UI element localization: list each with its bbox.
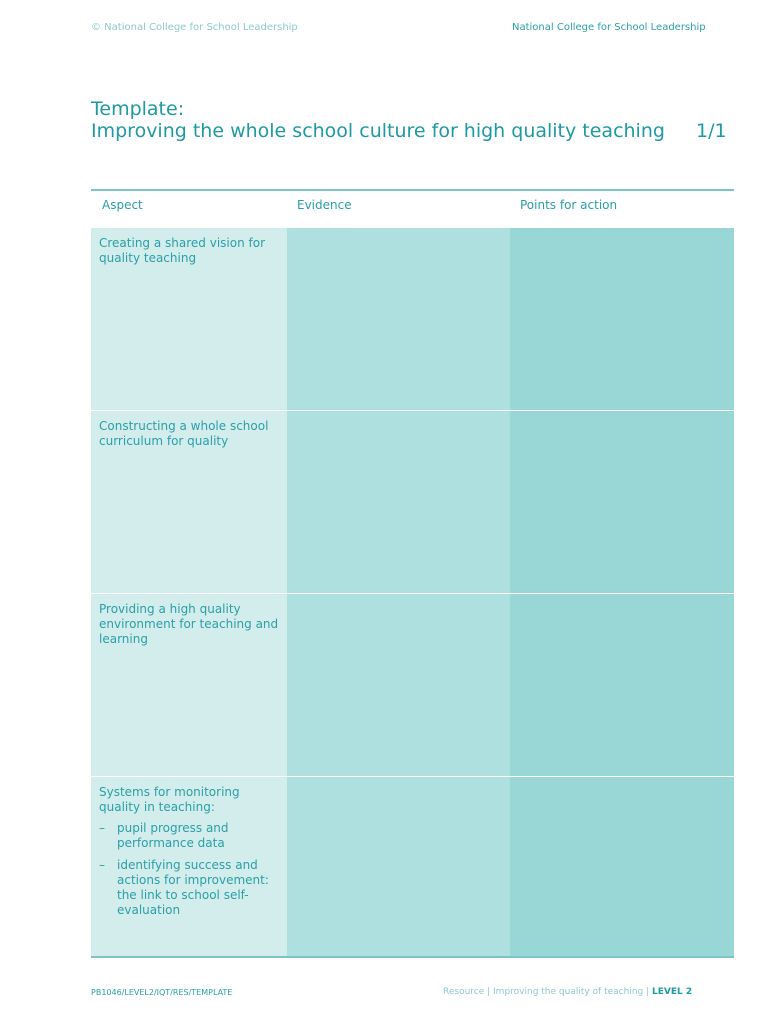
aspect-bullet-list [99,821,283,918]
aspect-bullet [99,858,283,918]
table-top-rule [91,189,734,191]
points-for-action-cell[interactable] [510,228,734,410]
document-title: Improving the whole school culture for high quality teaching [91,120,665,142]
column-header-evidence: Evidence [297,198,352,212]
aspect-label: Constructing a whole school curriculum for quality [99,419,269,448]
points-for-action-cell[interactable] [510,411,734,593]
aspect-bullet-text: pupil progress and performance data [117,821,229,850]
organisation-name: National College for School Leadership [512,22,706,33]
evidence-cell[interactable] [287,777,510,956]
dash-icon: – [99,858,105,872]
aspect-cell [91,777,287,956]
points-for-action-cell[interactable] [510,594,734,776]
column-header-points-for-action: Points for action [520,198,618,212]
copyright-notice: © National College for School Leadership [91,22,298,33]
aspect-cell [91,411,287,593]
page-number: 1/1 [696,120,727,142]
aspect-cell [91,228,287,410]
footer-resource-text: Resource | Improving the quality of teaching | [443,987,652,997]
footer-level: LEVEL 2 [652,987,693,997]
dash-icon: – [99,821,105,835]
column-header-aspect: Aspect [102,198,143,212]
document-code: PB1046/LEVEL2/IQT/RES/TEMPLATE [91,988,233,997]
aspect-cell [91,594,287,776]
aspect-label: Creating a shared vision for quality teaching [99,236,266,265]
aspect-bullet [99,821,283,851]
aspect-bullet-text: identifying success and actions for improvement: the link to school self-evaluation [117,858,269,917]
table-bottom-rule [91,956,734,958]
template-table [91,228,734,956]
evidence-cell[interactable] [287,228,510,410]
document-title-prefix: Template: [91,98,185,120]
evidence-cell[interactable] [287,594,510,776]
footer-resource [443,987,692,997]
aspect-label: Providing a high quality environment for teaching and learning [99,602,279,646]
aspect-label [99,785,283,925]
evidence-cell[interactable] [287,411,510,593]
points-for-action-cell[interactable] [510,777,734,956]
aspect-label-text: Systems for monitoring quality in teaching: [99,785,240,814]
